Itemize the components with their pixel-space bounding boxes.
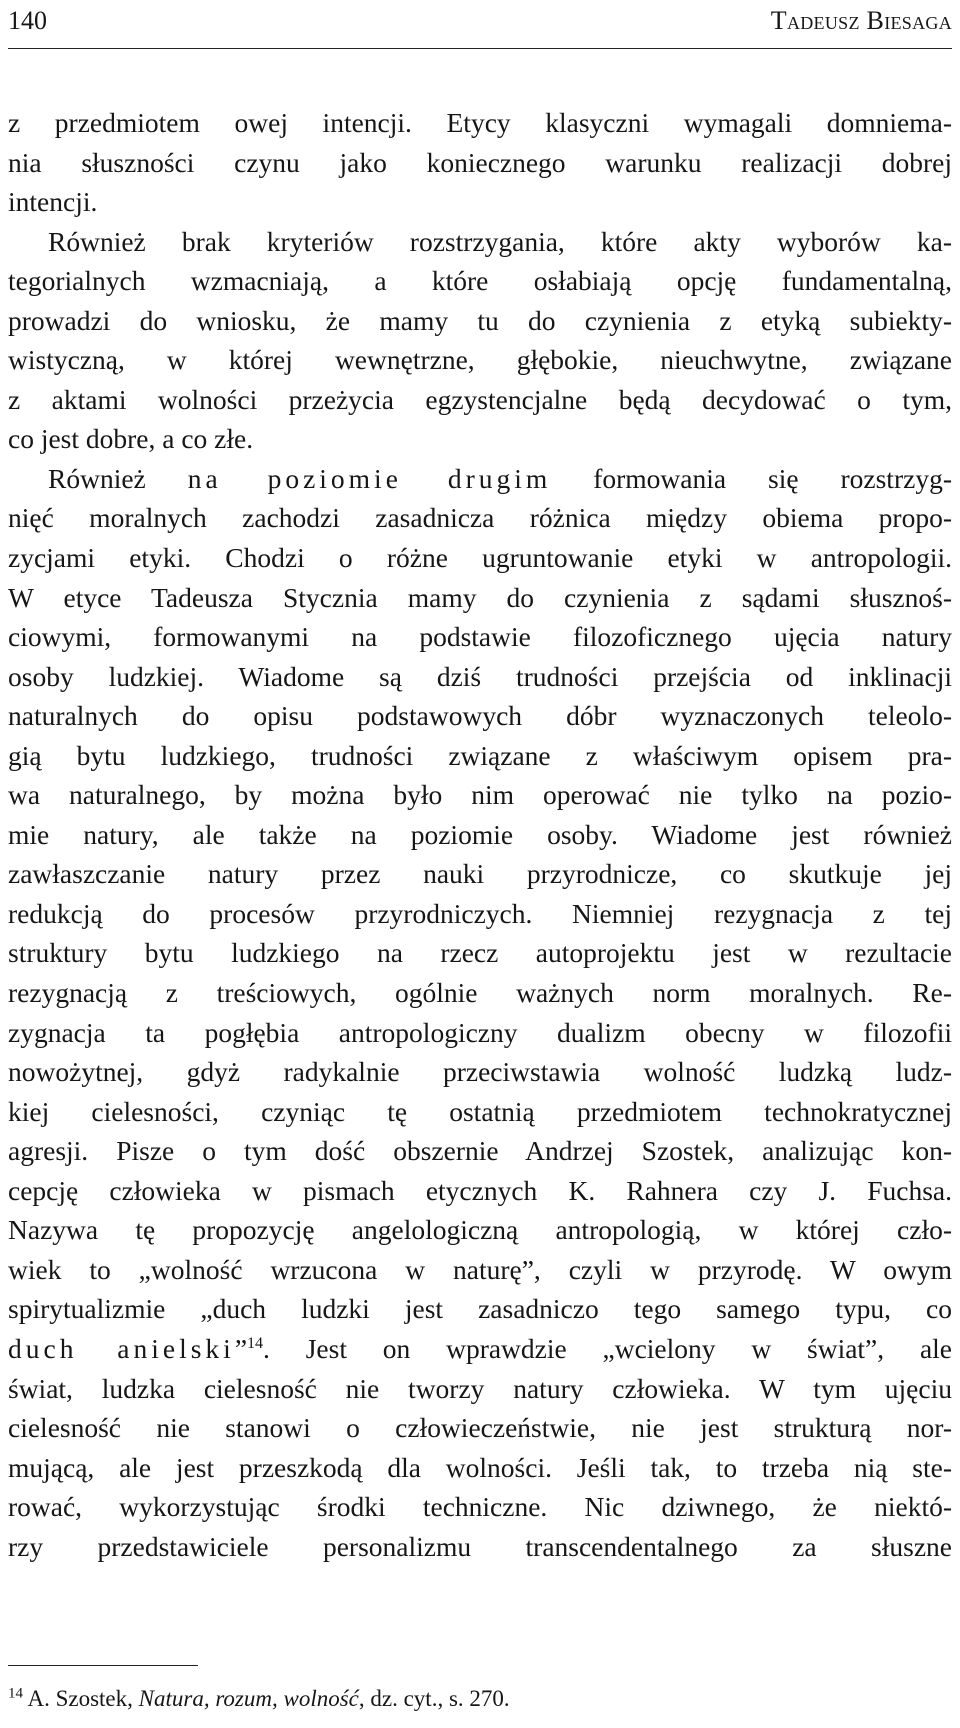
running-title: Tadeusz Biesaga [770,6,952,35]
text-line [8,973,952,1013]
text-segment: formowania się rozstrzyg- [551,462,952,494]
text-segment: mującą, ale jest przeszkodą dla wolności. Jeśli tak, to trzeba nią ste- [8,1451,952,1483]
text-line [8,657,952,697]
text-segment: nowożytnej, gdyż radykalnie przeciwstawia wolność ludzką ludz- [8,1056,952,1088]
text-line [8,1092,952,1132]
text-line [8,419,952,459]
text-line [8,182,952,222]
footnote-rest: , dz. cyt., s. 270. [358,1686,510,1711]
text-segment: ciowymi, formowanymi na podstawie filozoficznego ujęcia natury [8,621,952,653]
text-line [8,1448,952,1488]
text-line [8,1408,952,1448]
text-segment: redukcją do procesów przyrodniczych. Niemniej rezygnacja z tej [8,897,952,929]
text-line [8,143,952,183]
text-line [8,1052,952,1092]
text-line [8,933,952,973]
text-line [8,1013,952,1053]
footnote-mark: 14 [8,1685,23,1702]
text-line [8,854,952,894]
text-segment: z przedmiotem owej intencji. Etycy klasyczni wymagali domniema- [8,107,952,138]
text-segment: wa naturalnego, by można było nim operować nie tylko na pozio- [8,779,952,811]
text-line [8,498,952,538]
text-segment: świat, ludzka cielesność nie tworzy natury człowieka. W tym ujęciu [8,1372,952,1404]
text-line [8,459,952,499]
text-segment: cepcję człowieka w pismach etycznych K. Rahnera czy J. Fuchsa. [8,1174,952,1206]
footnote-rule [8,1665,198,1666]
text-segment: cielesność nie stanowi o człowieczeństwie, nie jest strukturą nor- [8,1412,952,1444]
text-segment: ” [234,1332,248,1364]
text-line [8,1171,952,1211]
text-segment: Nazywa tę propozycję angelologiczną antropologią, w której czło- [8,1214,952,1246]
text-segment: tegorialnych wzmacniają, a które osłabiają opcję fundamentalną, [8,265,952,297]
text-line [8,1329,952,1369]
text-segment: Również [48,462,188,494]
text-line [8,815,952,855]
text-segment: struktury bytu ludzkiego na rzecz autoprojektu jest w rezultacie [8,937,952,969]
text-line [8,1487,952,1527]
text-segment: naturalnych do opisu podstawowych dóbr wyznaczonych teleolo- [8,700,952,732]
text-line [8,1289,952,1329]
text-segment: nięć moralnych zachodzi zasadnicza różnica między obiema propo- [8,502,952,534]
book-page [8,0,952,1728]
text-segment: wistyczną, w której wewnętrzne, głębokie, nieuchwytne, związane [8,344,952,376]
text-segment: z aktami wolności przeżycia egzystencjalne będą decydować o tym, [8,383,952,415]
text-line [8,222,952,262]
text-segment: rować, wykorzystując środki techniczne. Nic dziwnego, że niektó- [8,1491,952,1523]
running-head [8,4,952,38]
text-segment: Również brak kryteriów rozstrzygania, które akty wyborów ka- [48,225,952,257]
footnote-reference: 14 [247,1334,264,1352]
text-segment: gią bytu ludzkiego, trudności związane z właściwym opisem pra- [8,739,952,771]
text-segment: osoby ludzkiej. Wiadome są dziś trudności przejścia od inklinacji [8,660,952,692]
text-segment: spirytualizmie „duch ludzki jest zasadniczo tego samego typu, co [8,1293,952,1325]
text-line [8,578,952,618]
spaced-emphasis: na poziomie drugim [187,462,552,494]
text-segment: zygnacja ta pogłębia antropologiczny dualizm obecny w filozofii [8,1016,952,1048]
page-number: 140 [8,6,47,35]
text-segment: W etyce Tadeusza Stycznia mamy do czynienia z sądami słusznoś- [8,581,952,613]
text-line [8,1210,952,1250]
text-segment: co jest dobre, a co złe. [8,423,254,455]
text-line [8,103,952,143]
text-line [8,696,952,736]
text-line [8,894,952,934]
text-line [8,1527,952,1567]
text-segment: zycjami etyki. Chodzi o różne ugruntowanie etyki w antropologii. [8,542,952,574]
text-line [8,261,952,301]
footnote-title: Natura, rozum, wolność [138,1686,359,1711]
text-segment: agresji. Pisze o tym dość obszernie Andrzej Szostek, analizując kon- [8,1135,952,1167]
body-text [8,103,952,1566]
text-segment: rezygnacją z treściowych, ogólnie ważnych norm moralnych. Re- [8,977,952,1009]
text-line [8,340,952,380]
text-segment: kiej cielesności, czyniąc tę ostatnią przedmiotem technokratycznej [8,1095,952,1127]
text-segment: prowadzi do wniosku, że mamy tu do czynienia z etyką subiekty- [8,304,952,336]
text-line [8,736,952,776]
text-segment: rzy przedstawiciele personalizmu transcendentalnego za słuszne [8,1530,952,1562]
text-segment: mie natury, ale także na poziomie osoby. Wiadome jest również [8,818,952,850]
text-segment: intencji. [8,186,98,218]
text-segment: zawłaszczanie natury przez nauki przyrodnicze, co skutkuje jej [8,858,952,890]
text-segment: . Jest on wprawdzie „wcielony w świat”, ale [263,1332,952,1364]
text-line [8,1369,952,1409]
text-line [8,380,952,420]
text-segment: wiek to „wolność wrzucona w naturę”, czyli w przyrodę. W owym [8,1253,952,1285]
text-line [8,538,952,578]
text-line [8,1250,952,1290]
footnote-author: A. Szostek, [27,1686,139,1711]
footnote [8,1684,510,1714]
spaced-emphasis: duch anielski [8,1332,235,1364]
text-line [8,617,952,657]
text-line [8,775,952,815]
header-rule [8,48,952,49]
text-line [8,301,952,341]
text-segment: nia słuszności czynu jako koniecznego warunku realizacji dobrej [8,146,952,178]
text-line [8,1131,952,1171]
